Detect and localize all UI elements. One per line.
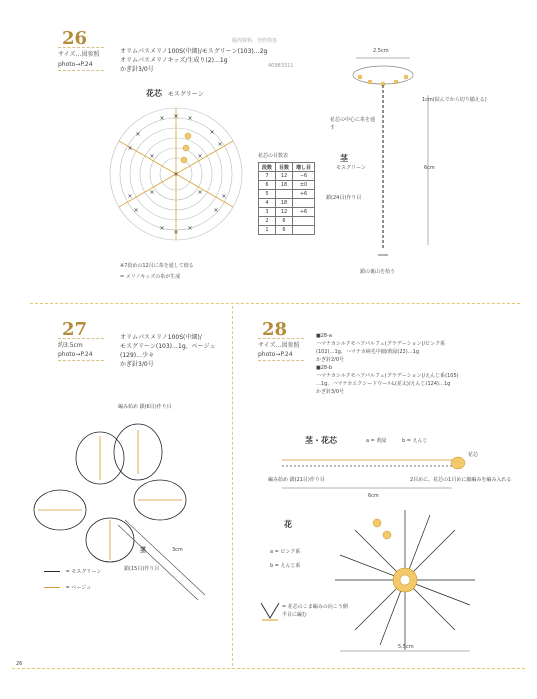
stem-center-note: 花芯の中心に糸を通す: [330, 117, 376, 131]
pattern-number-27: 27: [62, 319, 88, 340]
legend-swatch-beige: [44, 587, 60, 588]
flower-chart-26: [100, 98, 250, 248]
table-title-26: 花芯の目数表: [258, 153, 289, 159]
flower-title-28: 花: [284, 520, 292, 529]
svg-text:×: ×: [217, 141, 223, 148]
table-row: 3 12 +6: [259, 208, 315, 217]
materials-26: オリムパスメリノ100S(中細)/モスグリーン(103)…2g オリムパスメリノキッズ/生成り(2)…1g かぎ針3/0号: [120, 48, 268, 73]
table-row: 2 6: [259, 217, 315, 226]
label-b-28: b = えんじ: [402, 438, 428, 444]
svg-text:×: ×: [187, 225, 193, 232]
svg-text:×: ×: [173, 229, 179, 236]
svg-text:×: ×: [173, 113, 179, 120]
stem-title-26: 茎: [340, 154, 348, 163]
svg-text:×: ×: [221, 193, 227, 200]
stem-chain-26: 鎖(24目)作り目: [326, 195, 362, 201]
stem-color-26: モスグリーン: [336, 165, 366, 171]
table-row: 5 +6: [259, 190, 315, 199]
size-line-28: サイズ…図参照: [258, 342, 300, 349]
svg-text:×: ×: [213, 207, 219, 214]
stem-title-27: 茎: [140, 547, 147, 554]
label-a-28: a = 黄緑: [366, 438, 387, 444]
svg-text:×: ×: [197, 189, 203, 196]
size-line-27: 約3.5cm: [58, 342, 83, 349]
flower-note-28: = 花芯のこま編みの向こう側半目に編む: [282, 604, 348, 618]
stem-title-28: 茎・花芯: [305, 436, 337, 445]
stem-end-26: 鎖の裏山を拾う: [360, 269, 396, 275]
svg-text:×: ×: [127, 193, 133, 200]
stem-chart-28: [262, 448, 482, 498]
stem-length-28: 6cm: [368, 493, 379, 499]
leaf-note-27: 編み始め 鎖(6目)作り目: [118, 404, 172, 410]
stem-note-28: 2目めに、花芯の1目めに細編みを編み入れる: [410, 477, 512, 483]
stem-chain-27: 鎖(15目)作り目: [124, 566, 160, 572]
flower-width-28: 5.5cm: [398, 644, 414, 650]
svg-text:×: ×: [135, 131, 141, 138]
watermark: 版内资料，勿作你害: [232, 38, 278, 44]
calyx-label-28: 花芯: [468, 452, 479, 458]
svg-text:×: ×: [159, 225, 165, 232]
svg-text:×: ×: [209, 129, 215, 136]
svg-text:×: ×: [149, 189, 155, 196]
svg-text:×: ×: [149, 153, 155, 160]
table-row: 6 18 ±0: [259, 181, 315, 190]
photo-ref-27: photo→P.24: [58, 351, 93, 358]
half-stitch-symbol: [258, 600, 282, 622]
note-gather: ※7段めの12目に糸を通して絞る: [120, 263, 194, 269]
stem-note-26: 1cm(結んでから切り揃える): [422, 97, 487, 103]
legend-swatch-moss: [44, 571, 60, 572]
materials-28: ■28-a ハマナカシルクモヘアパルフェ(グラデーション)/ピンク系 (102)…1g、ハマナカ純毛中細/黄緑(22)…1g かぎ針2/0号 ■28-b ハマナカシルクモヘアパルフェ(グラデーション)/えんじ系(105) …1g、ハマナカエクシードウールL(並太)/えんじ(124)…1g かぎ針3/0号: [316, 333, 459, 395]
pattern-number-28: 28: [262, 319, 288, 340]
legend-27: = モスグリーン = ベージュ: [44, 568, 101, 594]
column-divider: [232, 306, 233, 666]
stem-length-27: 3cm: [172, 547, 183, 553]
watermark-id: 40983311: [268, 63, 294, 69]
svg-text:×: ×: [133, 207, 139, 214]
stem-start-28: 編み始め 鎖(21目)作り目: [268, 477, 325, 483]
photo-ref-26: photo→P.24: [58, 61, 93, 68]
table-row: 4 18: [259, 199, 315, 208]
note-yarn: = メリノキッズの糸が生成: [120, 274, 181, 280]
flower-a-28: a = ピンク系: [270, 549, 301, 555]
stem-width-26: 2.5cm: [373, 48, 389, 54]
stitch-count-table: 段数 目数 増し目 7 12 −6 6 18 ±0 5 +6 4 18 3 12 +6 2 6 1 6: [258, 162, 315, 235]
flower-title-26: 花芯 モスグリーン: [146, 89, 204, 98]
pattern-number-26: 26: [62, 28, 88, 49]
page-number: 26: [16, 661, 23, 667]
photo-ref-28: photo→P.24: [258, 351, 293, 358]
svg-text:×: ×: [127, 145, 133, 152]
table-row: 1 6: [259, 226, 315, 235]
materials-27: オリムパスメリノ100S(中細)/ モスグリーン(103)…1g、ベージュ (129)…少々 かぎ針3/0号: [120, 334, 216, 368]
flower-b-28: b = えんじ系: [270, 563, 301, 569]
svg-text:×: ×: [173, 171, 179, 178]
size-line-26: サイズ…図参照: [58, 51, 100, 58]
stem-length-26: 6cm: [424, 165, 435, 171]
flower-chart-28: [330, 505, 480, 655]
section-divider: [30, 303, 520, 304]
svg-text:×: ×: [197, 153, 203, 160]
table-row: 7 12 −6: [259, 172, 315, 181]
svg-text:×: ×: [187, 115, 193, 122]
svg-text:×: ×: [159, 115, 165, 122]
